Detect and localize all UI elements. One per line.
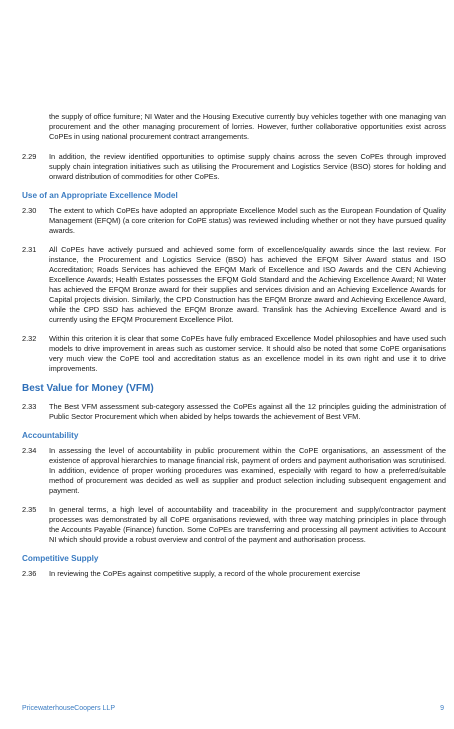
paragraph-text: The Best VFM assessment sub-category assessed the CoPEs against all the 12 principles guiding the administration of Public Sector Procurement which when abided by helps towards the achievement of Best VFM. xyxy=(49,402,446,421)
paragraph-text: In general terms, a high level of accountability and traceability in the procurement and supply/contractor payment processes was demonstrated by all CoPE organisations reviewed, with three way matching principles in place through the Accounts Payable (Finance) function. Some CoPEs are transferring and processing all payment activities to Account NI which should provide a robust overview and control of the payment and authorisation process. xyxy=(49,505,446,544)
paragraph-2-33 xyxy=(22,402,446,422)
paragraph-number: 2.30 xyxy=(22,206,37,215)
heading-competitive-supply: Competitive Supply xyxy=(22,554,99,563)
paragraph-2-35 xyxy=(22,505,446,545)
continuation-paragraph xyxy=(22,112,446,142)
heading-excellence-model: Use of an Appropriate Excellence Model xyxy=(22,191,178,200)
paragraph-2-32 xyxy=(22,334,446,374)
paragraph-text: The extent to which CoPEs have adopted an appropriate Excellence Model such as the European Foundation of Quality Management (EFQM) (a core criterion for CoPE status) was reviewed including whether or not they have pursued quality awards. xyxy=(49,206,446,235)
paragraph-2-36 xyxy=(22,569,446,579)
footer-page-number: 9 xyxy=(440,705,444,712)
paragraph-2-29 xyxy=(22,152,446,182)
paragraph-text: the supply of office furniture; NI Water and the Housing Executive currently buy vehicles together with one managing van procurement and the other managing procurement of lorries. However, further collaborative opportunities exist across CoPEs in using national procurement contract arrangements. xyxy=(49,112,446,141)
heading-accountability: Accountability xyxy=(22,431,79,440)
paragraph-text: All CoPEs have actively pursued and achieved some form of excellence/quality awards since the last review. For instance, the Procurement and Logistics Service (BSO) has achieved the EFQM Silver Award status and ISO Accreditation; Roads Services has achieved the EFQM Mark of Excellence and ISO Awards and the CEN Achieving Excellence Awards; Health Estates possesses the EFQM Gold Standard and the Achieving Excellence Award; NI Water has achieved the EFQM Bronze award for their supplies and services division and an Achieving Excellence Awards for Capital projects division. Similarly, the CPD Construction has the EFQM Bronze award and Achieving Excellence Award, while the CPD SSD has achieved the EFQM Bronze award. Translink has the Achieving Excellence Award and is currently using the EFQM Procurement Excellence Pilot. xyxy=(49,245,446,324)
paragraph-number: 2.34 xyxy=(22,446,37,455)
paragraph-number: 2.32 xyxy=(22,334,37,343)
paragraph-text: In reviewing the CoPEs against competitive supply, a record of the whole procurement exercise xyxy=(49,569,361,578)
paragraph-number: 2.31 xyxy=(22,245,37,254)
paragraph-text: Within this criterion it is clear that some CoPEs have fully embraced Excellence Model philosophies and have used such models to drive improvement in areas such as customer service. It should also be noted that some CoPE organisations very much view the CoPE tool and accreditation status as an excellence model in its own right and use it to drive improvements. xyxy=(49,334,446,373)
footer-company: PricewaterhouseCoopers LLP xyxy=(22,705,115,712)
paragraph-text: In addition, the review identified opportunities to optimise supply chains across the seven CoPEs through improved supply chain integration initiatives such as utilising the Procurement and Logistics Service (BSO) stores for holding and onward distribution of commodities for other CoPEs. xyxy=(49,152,446,181)
paragraph-text: In assessing the level of accountability in public procurement within the CoPE organisations, an assessment of the existence of approval hierarchies to manage financial risk, payment of orders and payment authorisation was scrutinised. In addition, evidence of proper working procedures was examined, especially with regard to how a preferred/suitable method of procurement was decided as well as supplier and product selection including subsequent engagement and payment. xyxy=(49,446,446,495)
paragraph-number: 2.36 xyxy=(22,569,37,578)
paragraph-2-34 xyxy=(22,446,446,496)
paragraph-2-31 xyxy=(22,245,446,325)
paragraph-2-30 xyxy=(22,206,446,236)
paragraph-number: 2.33 xyxy=(22,402,37,411)
paragraph-number: 2.29 xyxy=(22,152,37,161)
page-content xyxy=(22,112,446,588)
paragraph-number: 2.35 xyxy=(22,505,37,514)
heading-best-vfm: Best Value for Money (VFM) xyxy=(22,383,154,394)
